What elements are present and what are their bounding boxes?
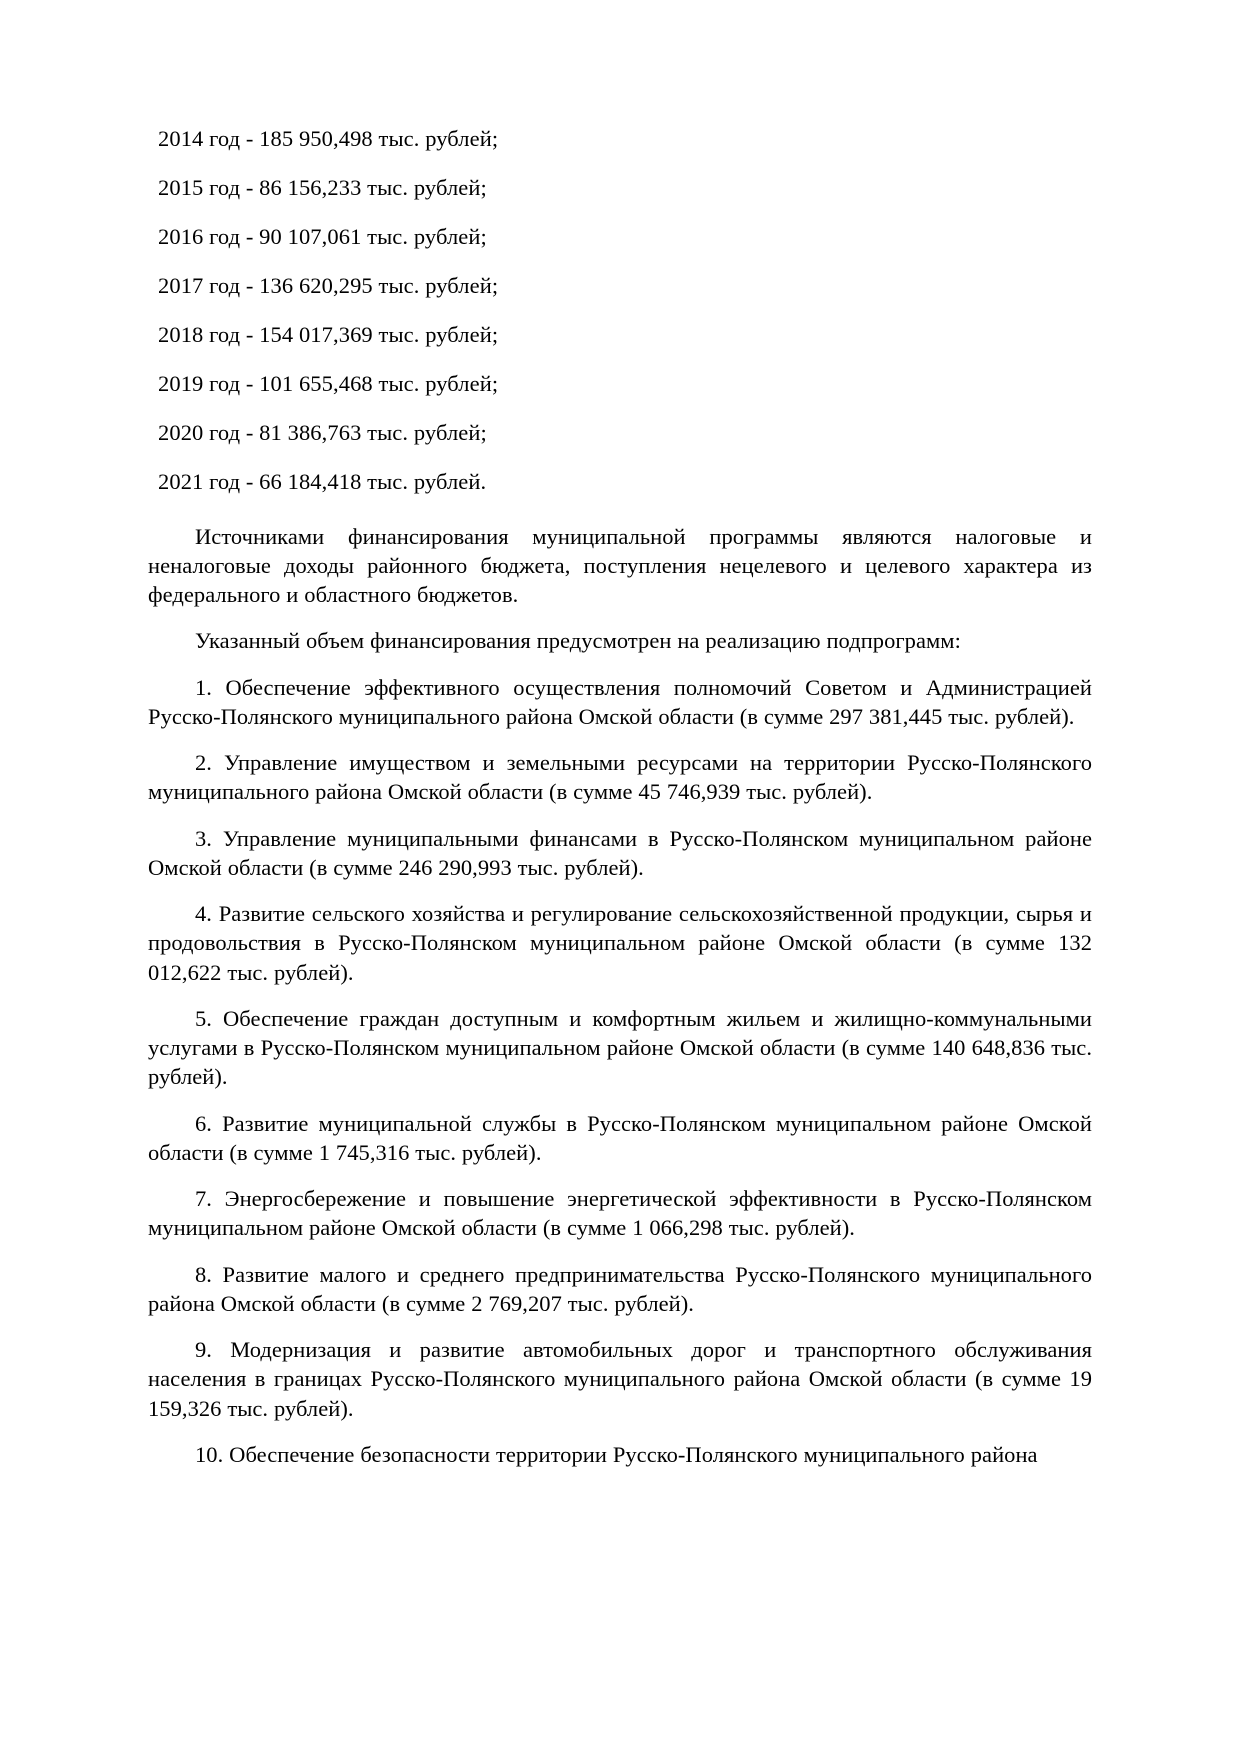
funding-year-line: 2020 год - 81 386,763 тыс. рублей; bbox=[158, 420, 487, 445]
funding-year-line: 2015 год - 86 156,233 тыс. рублей; bbox=[158, 175, 487, 200]
funding-year-line: 2019 год - 101 655,468 тыс. рублей; bbox=[158, 371, 499, 396]
funding-year-line: 2018 год - 154 017,369 тыс. рублей; bbox=[158, 322, 499, 347]
subprogram-item: 9. Модернизация и развитие автомобильных дорог и транспортного обслуживания населения в границах Русско-Полянского муниципального района Омской области (в сумме 19 159,326 тыс. рублей). bbox=[148, 1337, 1092, 1421]
subprogram-item: 3. Управление муниципальными финансами в Русско-Полянском муниципальном районе Омской области (в сумме 246 290,993 тыс. рублей). bbox=[148, 825, 1092, 880]
funding-year-line: 2014 год - 185 950,498 тыс. рублей; bbox=[158, 126, 499, 151]
subprogram-item: 2. Управление имуществом и земельными ресурсами на территории Русско-Полянского муниципального района Омской области (в сумме 45 746,939 тыс. рублей). bbox=[148, 750, 1092, 805]
subprogram-item: 5. Обеспечение граждан доступным и комфортным жильем и жилищно-коммунальными услугами в Русско-Полянском муниципальном районе Омской области (в сумме 140 648,836 тыс. рублей). bbox=[148, 1005, 1092, 1090]
subprogram-item: 6. Развитие муниципальной службы в Русско-Полянском муниципальном районе Омской области (в сумме 1 745,316 тыс. рублей). bbox=[148, 1110, 1092, 1165]
funding-sources-paragraph: Источниками финансирования муниципальной программы являются налоговые и неналоговые доходы районного бюджета, поступления нецелевого и целевого характера из федерального и областного бюджетов. bbox=[148, 523, 1092, 607]
subprogram-item: 1. Обеспечение эффективного осуществления полномочий Советом и Администрацией Русско-Полянского муниципального района Омской области (в сумме 297 381,445 тыс. рублей). bbox=[148, 674, 1092, 729]
page-content bbox=[148, 128, 1092, 1469]
subprogram-item: 8. Развитие малого и среднего предпринимательства Русско-Полянского муниципального района Омской области (в сумме 2 769,207 тыс. рублей). bbox=[148, 1261, 1092, 1316]
funding-year-line: 2021 год - 66 184,418 тыс. рублей. bbox=[158, 469, 487, 494]
subprogram-item: 4. Развитие сельского хозяйства и регулирование сельскохозяйственной продукции, сырья и продовольствия в Русско-Полянском муниципальном районе Омской области (в сумме 132 012,622 тыс. рублей). bbox=[148, 901, 1092, 985]
funding-year-line: 2017 год - 136 620,295 тыс. рублей; bbox=[158, 273, 499, 298]
subprograms-intro-paragraph: Указанный объем финансирования предусмотрен на реализацию подпрограмм: bbox=[195, 628, 961, 654]
funding-year-line: 2016 год - 90 107,061 тыс. рублей; bbox=[158, 224, 487, 249]
subprogram-item: 7. Энергосбережение и повышение энергетической эффективности в Русско-Полянском муниципальном районе Омской области (в сумме 1 066,298 тыс. рублей). bbox=[148, 1186, 1092, 1241]
subprogram-item: 10. Обеспечение безопасности территории Русско-Полянского муниципального района bbox=[195, 1441, 1038, 1467]
